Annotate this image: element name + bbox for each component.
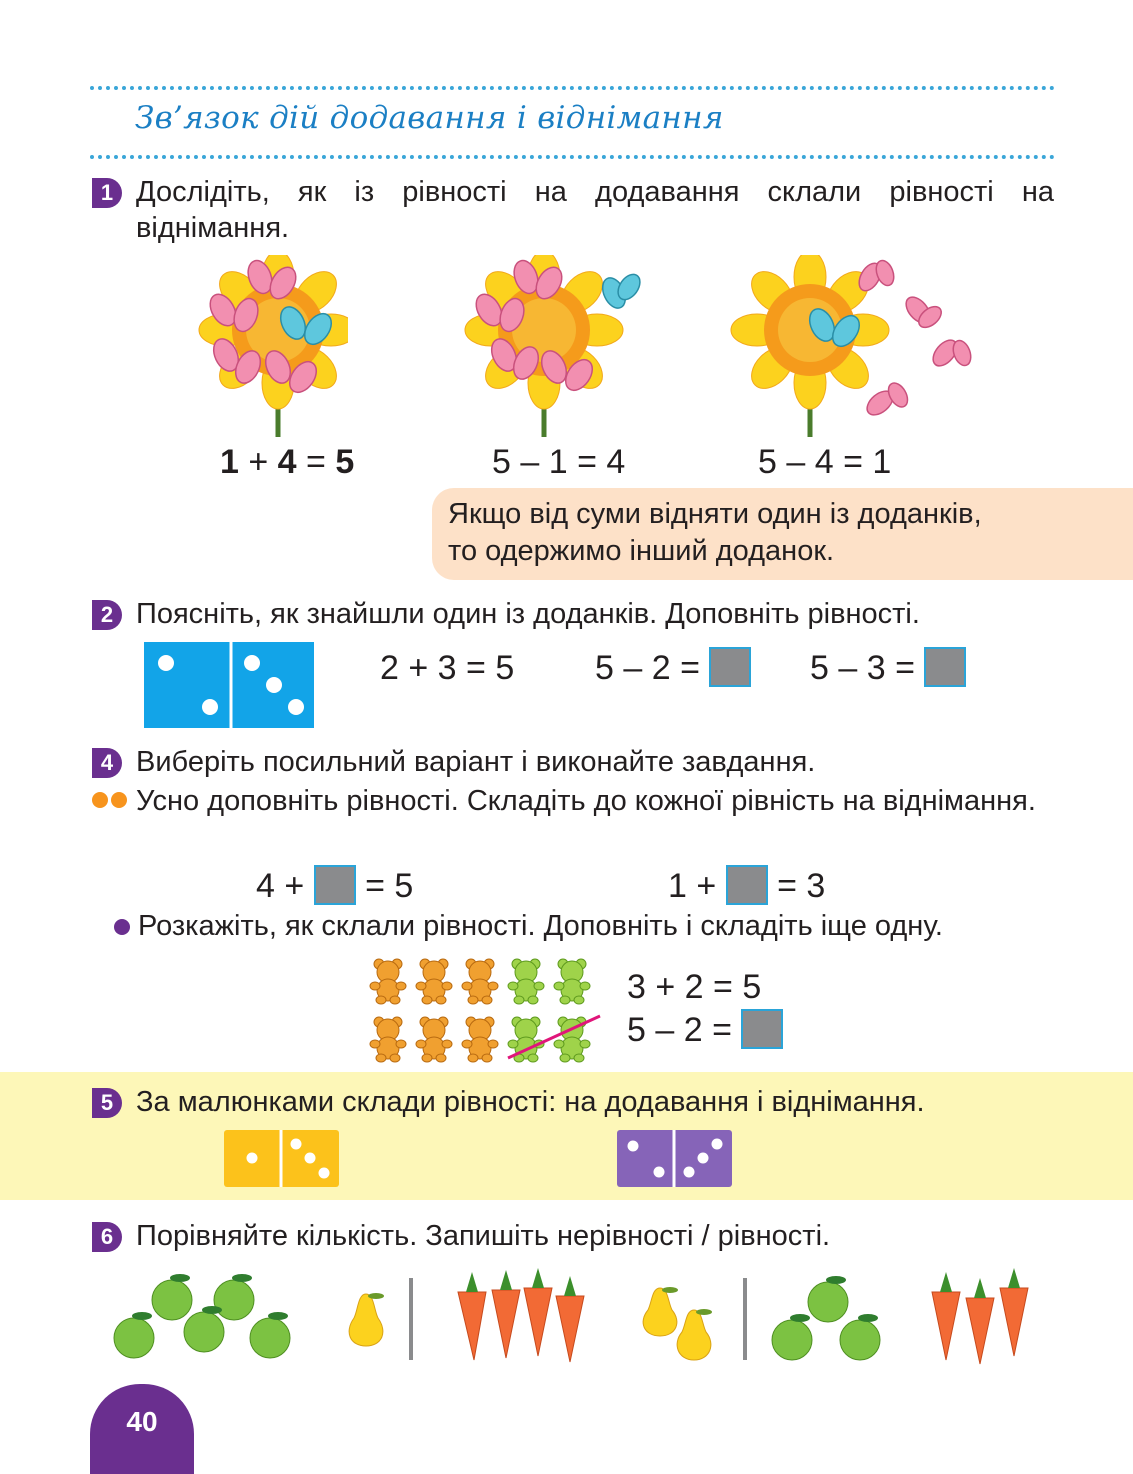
variant-b-text: Розкажіть, як склали рівності. Доповніть і складіть іще одну. — [138, 910, 943, 942]
task-6-text: Порівняйте кількість. Запишіть нерівності / рівності. — [136, 1220, 831, 1252]
task-2-eq-sub-2: 5 – 3 = — [810, 649, 966, 688]
task-2-eq-addition: 2 + 3 = 5 — [380, 649, 515, 687]
task-4-text: Виберіть посильний варіант і виконайте завдання. — [136, 746, 816, 778]
equation-subtraction-2: 5 – 4 = 1 — [758, 443, 892, 481]
carrots-group-4 — [448, 1266, 593, 1366]
equation-subtraction-1: 5 – 1 = 4 — [492, 443, 626, 481]
variant-a-text: Усно доповніть рівності. Складіть до кожної рівність на віднімання. — [136, 785, 1036, 817]
answer-box[interactable] — [741, 1009, 783, 1049]
level-dot-icon — [92, 792, 108, 808]
task-5-badge: 5 — [92, 1088, 122, 1118]
task-2-eq-sub-1: 5 – 2 = — [595, 649, 751, 688]
equation-addition: 1 + 4 = 5 — [220, 443, 355, 481]
level-dot-icon — [114, 919, 130, 935]
answer-box[interactable] — [924, 647, 966, 687]
level-dot-icon — [111, 792, 127, 808]
task-2-text: Поясніть, як знайшли один із доданків. Доповніть рівності. — [136, 598, 920, 630]
answer-box[interactable] — [726, 865, 768, 905]
domino-yellow-1-3 — [224, 1130, 340, 1188]
page-number: 40 — [126, 1406, 158, 1437]
sunflower-butterflies-image-2 — [464, 255, 644, 440]
top-dotted-divider — [90, 86, 1055, 90]
carrots-group-3 — [928, 1266, 1038, 1366]
rule-text: Якщо від суми відняти один із доданків, то одержимо інший доданок. — [448, 498, 982, 567]
pear-icon — [340, 1288, 392, 1350]
domino-blue-2-3 — [144, 642, 316, 728]
task-4-badge: 4 — [92, 748, 122, 778]
separator-2 — [743, 1278, 747, 1360]
variant-a-eq-1: 4 + = 5 — [256, 867, 414, 905]
task-2-badge: 2 — [92, 600, 122, 630]
apples-group-5 — [108, 1270, 298, 1365]
task-1-text: Дослідіть, як із рівності на додавання склали рівності на віднімання. — [136, 176, 1054, 244]
sunflower-butterflies-image-3 — [730, 255, 990, 440]
separator-1 — [409, 1278, 413, 1360]
pears-group-2 — [632, 1282, 724, 1366]
variant-b-eq-2: 5 – 2 = — [627, 1011, 783, 1050]
teddy-bears-image — [368, 954, 608, 1066]
answer-box[interactable] — [314, 865, 356, 905]
variant-a-eq-2: 1 + = 3 — [668, 867, 826, 905]
sunflower-butterflies-image-1 — [198, 255, 348, 440]
answer-box[interactable] — [709, 647, 751, 687]
variant-b-eq-1: 3 + 2 = 5 — [627, 968, 762, 1006]
task-6-badge: 6 — [92, 1222, 122, 1252]
task-5-text: За малюнками склади рівності: на додавання і віднімання. — [136, 1086, 925, 1118]
page-title: Зв’язок дій додавання і віднімання — [135, 100, 724, 136]
apples-group-3 — [768, 1274, 890, 1366]
bottom-dotted-divider — [90, 155, 1055, 159]
domino-purple-2-3 — [617, 1130, 733, 1188]
task-1-badge: 1 — [92, 178, 122, 208]
